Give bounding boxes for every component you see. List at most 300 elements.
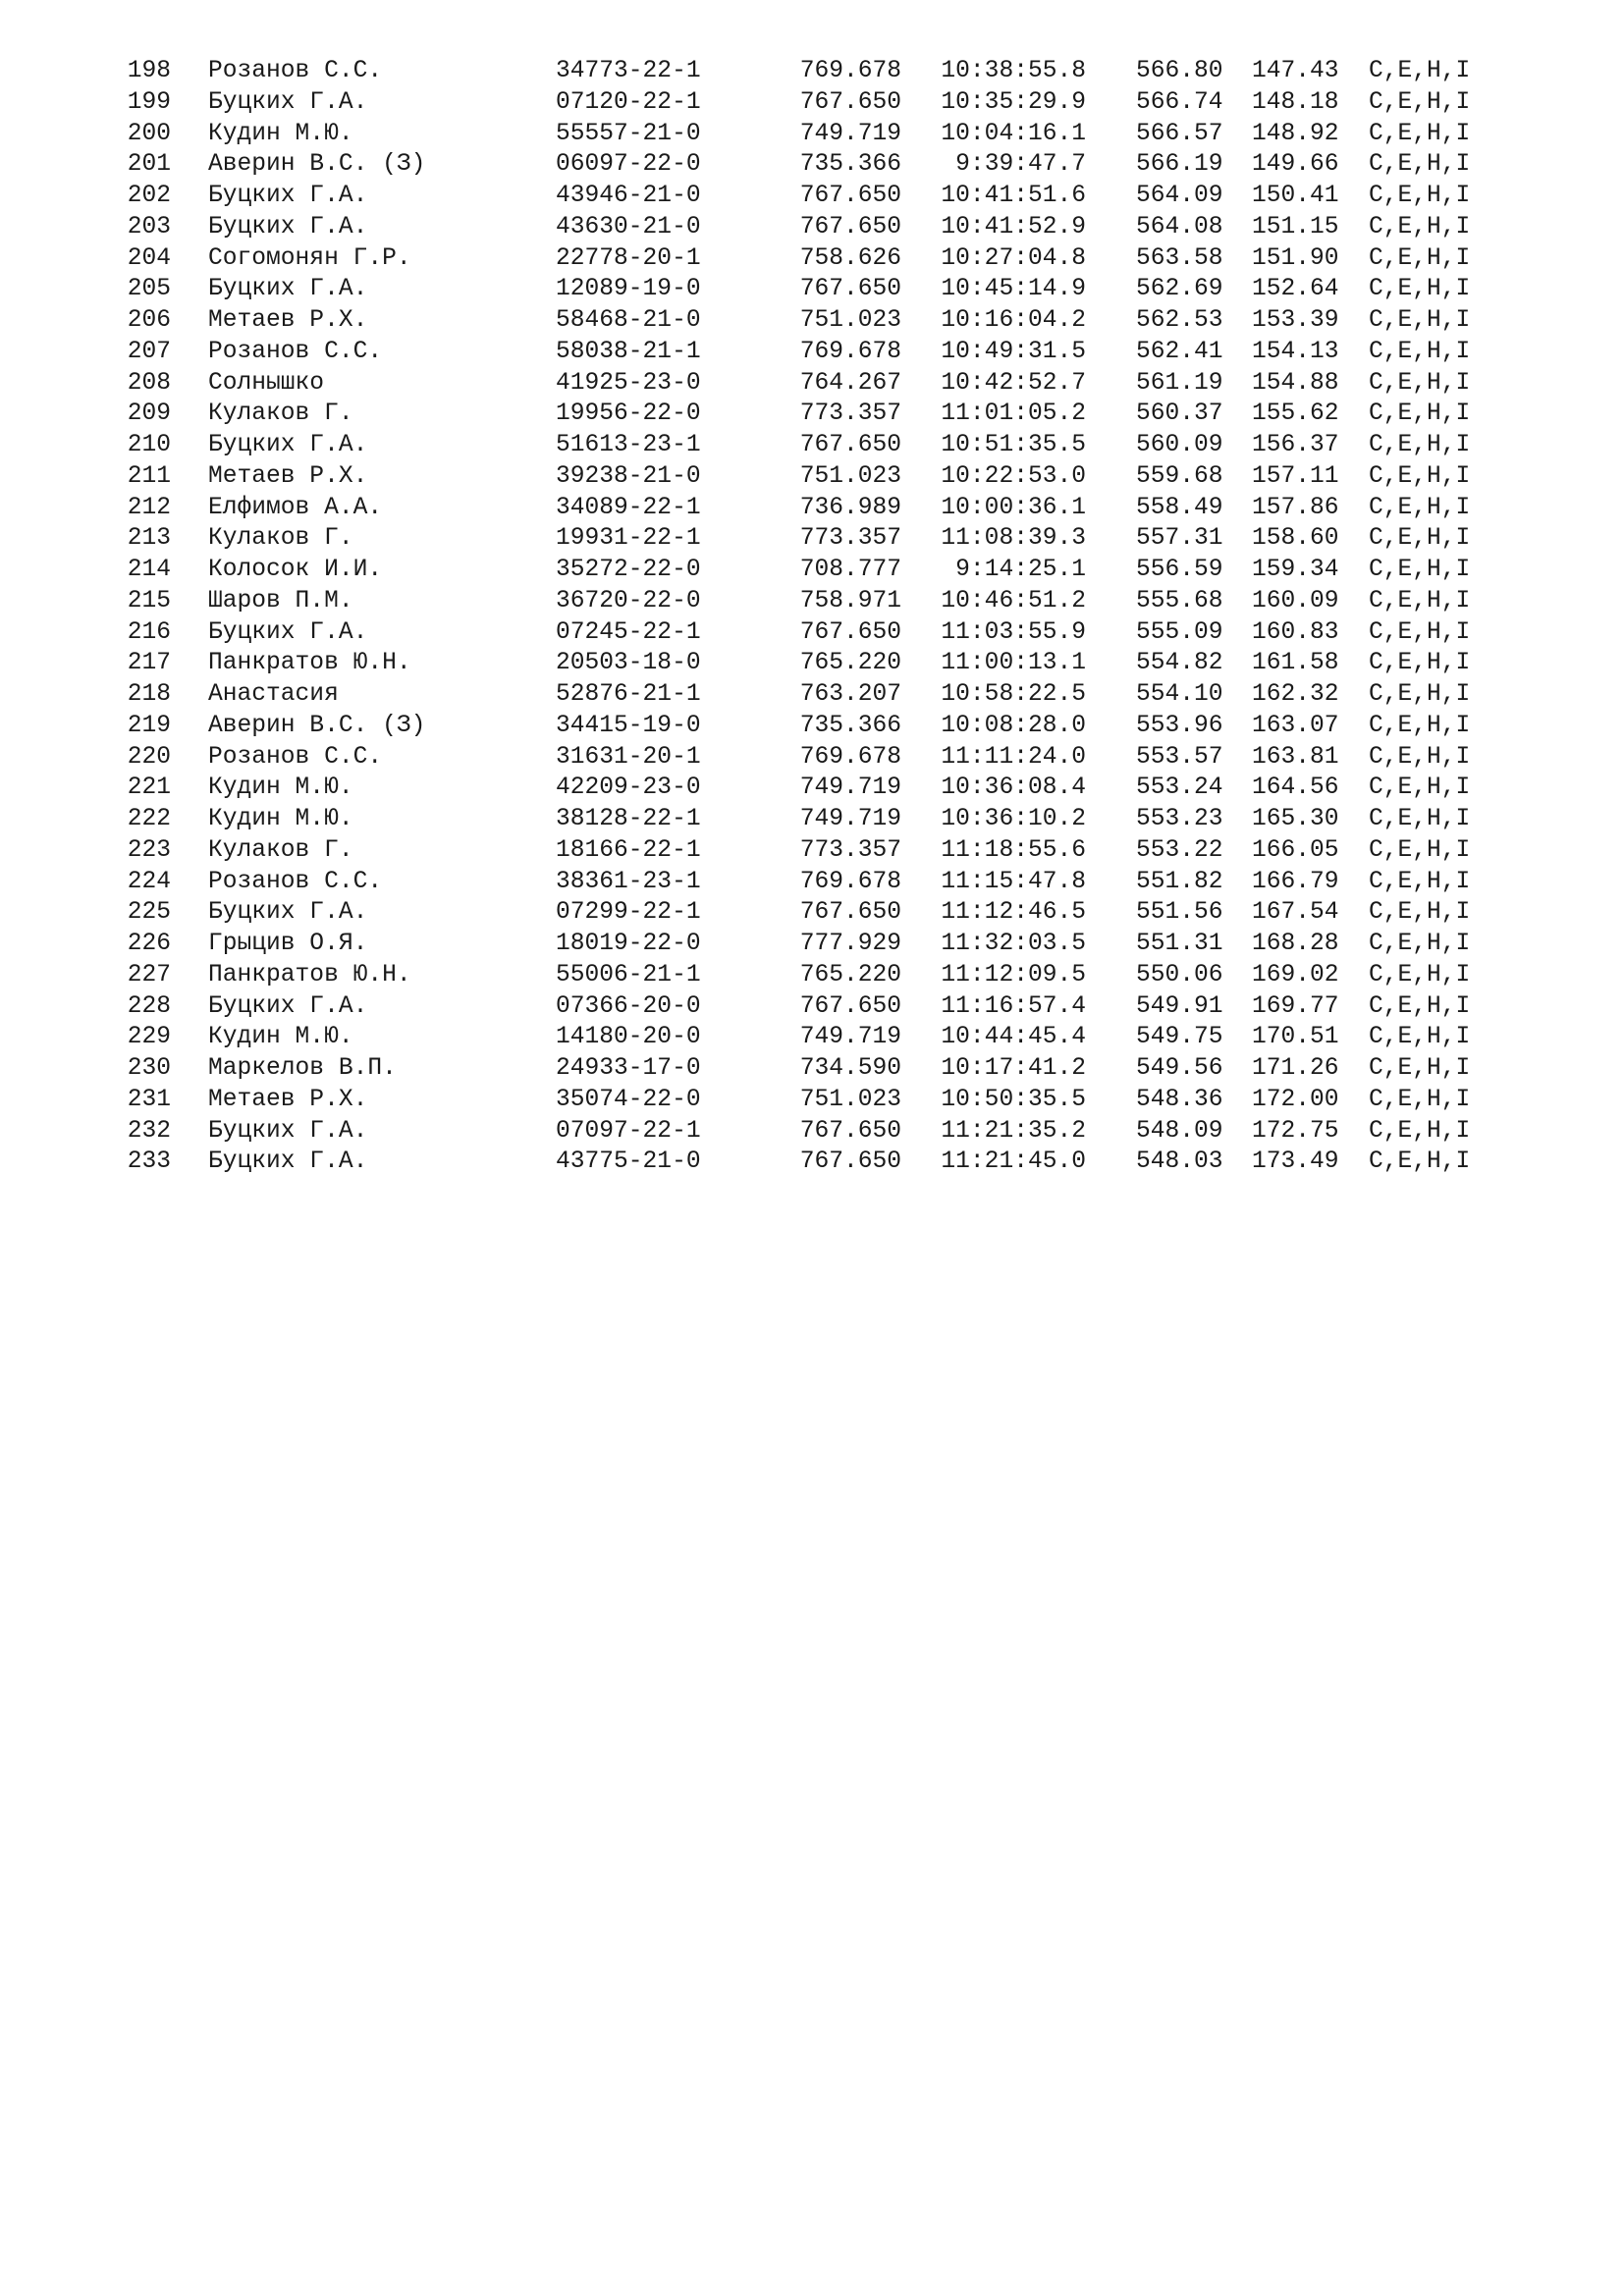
category-flags-cell: C,E,H,I	[1369, 712, 1471, 739]
points-cell: 151.90	[1252, 244, 1339, 272]
speed-cell: 557.31	[1136, 525, 1223, 553]
fancier-name-cell: Грыцив О.Я.	[208, 931, 368, 957]
fancier-name-cell: Кулаков Г.	[208, 525, 353, 553]
table-row	[0, 399, 1624, 430]
fancier-name-cell: Панкратов Ю.Н.	[208, 650, 411, 677]
speed-cell: 560.09	[1136, 432, 1223, 458]
points-cell: 170.51	[1252, 1024, 1339, 1051]
speed-cell: 548.36	[1136, 1086, 1223, 1113]
points-cell: 169.02	[1252, 961, 1339, 988]
fancier-name-cell: Солнышко	[208, 369, 325, 397]
rank-cell: 203	[127, 213, 171, 240]
points-cell: 173.49	[1252, 1148, 1339, 1176]
arrival-time-cell: 10:41:52.9	[941, 213, 1086, 240]
ring-number-cell: 52876-21-1	[556, 681, 701, 708]
ring-number-cell: 43946-21-0	[556, 183, 701, 209]
fancier-name-cell: Буцких Г.А.	[208, 618, 368, 646]
table-row	[0, 1085, 1624, 1116]
distance-cell: 767.650	[799, 276, 901, 303]
distance-cell: 767.650	[799, 1117, 901, 1145]
distance-cell: 767.650	[799, 992, 901, 1020]
ring-number-cell: 14180-20-0	[556, 1024, 701, 1051]
arrival-time-cell: 10:36:10.2	[941, 806, 1086, 832]
points-cell: 171.26	[1252, 1055, 1339, 1082]
arrival-time-cell: 10:45:14.9	[941, 276, 1086, 303]
distance-cell: 749.719	[799, 120, 901, 147]
category-flags-cell: C,E,H,I	[1369, 681, 1471, 708]
distance-cell: 767.650	[799, 213, 901, 240]
speed-cell: 550.06	[1136, 961, 1223, 988]
table-row	[0, 804, 1624, 835]
table-row	[0, 835, 1624, 867]
points-cell: 165.30	[1252, 806, 1339, 832]
arrival-time-cell: 9:39:47.7	[955, 151, 1086, 179]
distance-cell: 769.678	[799, 868, 901, 895]
distance-cell: 765.220	[799, 650, 901, 677]
distance-cell: 749.719	[799, 1024, 901, 1051]
speed-cell: 549.56	[1136, 1055, 1223, 1082]
speed-cell: 553.24	[1136, 774, 1223, 802]
speed-cell: 551.31	[1136, 931, 1223, 957]
category-flags-cell: C,E,H,I	[1369, 1055, 1471, 1082]
fancier-name-cell: Розанов С.С.	[208, 338, 383, 365]
rank-cell: 228	[127, 992, 171, 1020]
arrival-time-cell: 10:17:41.2	[941, 1055, 1086, 1082]
category-flags-cell: C,E,H,I	[1369, 618, 1471, 646]
category-flags-cell: C,E,H,I	[1369, 1024, 1471, 1051]
rank-cell: 217	[127, 650, 171, 677]
table-row	[0, 56, 1624, 87]
speed-cell: 554.82	[1136, 650, 1223, 677]
distance-cell: 773.357	[799, 525, 901, 553]
points-cell: 166.05	[1252, 836, 1339, 864]
rank-cell: 222	[127, 806, 171, 832]
rank-cell: 227	[127, 961, 171, 988]
ring-number-cell: 34415-19-0	[556, 712, 701, 739]
arrival-time-cell: 10:16:04.2	[941, 307, 1086, 334]
speed-cell: 555.09	[1136, 618, 1223, 646]
arrival-time-cell: 10:41:51.6	[941, 183, 1086, 209]
category-flags-cell: C,E,H,I	[1369, 369, 1471, 397]
category-flags-cell: C,E,H,I	[1369, 774, 1471, 802]
table-row	[0, 742, 1624, 774]
category-flags-cell: C,E,H,I	[1369, 992, 1471, 1020]
ring-number-cell: 12089-19-0	[556, 276, 701, 303]
speed-cell: 551.56	[1136, 899, 1223, 927]
points-cell: 167.54	[1252, 899, 1339, 927]
table-row	[0, 960, 1624, 991]
speed-cell: 558.49	[1136, 494, 1223, 521]
points-cell: 157.11	[1252, 462, 1339, 490]
speed-cell: 549.91	[1136, 992, 1223, 1020]
distance-cell: 735.366	[799, 712, 901, 739]
fancier-name-cell: Розанов С.С.	[208, 743, 383, 771]
category-flags-cell: C,E,H,I	[1369, 587, 1471, 614]
rank-cell: 232	[127, 1117, 171, 1145]
fancier-name-cell: Кудин М.Ю.	[208, 120, 353, 147]
table-row	[0, 337, 1624, 368]
category-flags-cell: C,E,H,I	[1369, 244, 1471, 272]
ring-number-cell: 34773-22-1	[556, 58, 701, 84]
fancier-name-cell: Метаев Р.Х.	[208, 307, 368, 334]
ring-number-cell: 38361-23-1	[556, 868, 701, 895]
rank-cell: 211	[127, 462, 171, 490]
arrival-time-cell: 10:50:35.5	[941, 1086, 1086, 1113]
fancier-name-cell: Розанов С.С.	[208, 868, 383, 895]
table-row	[0, 461, 1624, 493]
distance-cell: 749.719	[799, 806, 901, 832]
category-flags-cell: C,E,H,I	[1369, 650, 1471, 677]
speed-cell: 562.53	[1136, 307, 1223, 334]
rank-cell: 224	[127, 868, 171, 895]
table-row	[0, 711, 1624, 742]
fancier-name-cell: Кулаков Г.	[208, 836, 353, 864]
rank-cell: 233	[127, 1148, 171, 1176]
rank-cell: 220	[127, 743, 171, 771]
speed-cell: 553.23	[1136, 806, 1223, 832]
rank-cell: 215	[127, 587, 171, 614]
fancier-name-cell: Буцких Г.А.	[208, 899, 368, 927]
arrival-time-cell: 11:21:35.2	[941, 1117, 1086, 1145]
table-row	[0, 87, 1624, 119]
table-row	[0, 1147, 1624, 1178]
ring-number-cell: 18166-22-1	[556, 836, 701, 864]
arrival-time-cell: 11:18:55.6	[941, 836, 1086, 864]
ring-number-cell: 35272-22-0	[556, 557, 701, 583]
ring-number-cell: 18019-22-0	[556, 931, 701, 957]
distance-cell: 735.366	[799, 151, 901, 179]
fancier-name-cell: Колосок И.И.	[208, 557, 383, 583]
category-flags-cell: C,E,H,I	[1369, 806, 1471, 832]
fancier-name-cell: Буцких Г.А.	[208, 183, 368, 209]
arrival-time-cell: 10:58:22.5	[941, 681, 1086, 708]
arrival-time-cell: 11:08:39.3	[941, 525, 1086, 553]
points-cell: 158.60	[1252, 525, 1339, 553]
rank-cell: 225	[127, 899, 171, 927]
table-row	[0, 305, 1624, 337]
table-row	[0, 867, 1624, 898]
speed-cell: 559.68	[1136, 462, 1223, 490]
fancier-name-cell: Маркелов В.П.	[208, 1055, 397, 1082]
category-flags-cell: C,E,H,I	[1369, 931, 1471, 957]
table-row	[0, 243, 1624, 275]
ring-number-cell: 07097-22-1	[556, 1117, 701, 1145]
distance-cell: 763.207	[799, 681, 901, 708]
rank-cell: 208	[127, 369, 171, 397]
arrival-time-cell: 11:01:05.2	[941, 400, 1086, 428]
fancier-name-cell: Буцких Г.А.	[208, 1117, 368, 1145]
table-row	[0, 617, 1624, 649]
arrival-time-cell: 10:27:04.8	[941, 244, 1086, 272]
distance-cell: 758.971	[799, 587, 901, 614]
category-flags-cell: C,E,H,I	[1369, 1086, 1471, 1113]
fancier-name-cell: Аверин В.С. (З)	[208, 151, 426, 179]
rank-cell: 207	[127, 338, 171, 365]
points-cell: 149.66	[1252, 151, 1339, 179]
speed-cell: 548.03	[1136, 1148, 1223, 1176]
arrival-time-cell: 10:46:51.2	[941, 587, 1086, 614]
ring-number-cell: 07120-22-1	[556, 88, 701, 116]
points-cell: 151.15	[1252, 213, 1339, 240]
points-cell: 163.81	[1252, 743, 1339, 771]
ring-number-cell: 38128-22-1	[556, 806, 701, 832]
points-cell: 169.77	[1252, 992, 1339, 1020]
fancier-name-cell: Кулаков Г.	[208, 400, 353, 428]
ring-number-cell: 43775-21-0	[556, 1148, 701, 1176]
distance-cell: 736.989	[799, 494, 901, 521]
rank-cell: 213	[127, 525, 171, 553]
ring-number-cell: 55006-21-1	[556, 961, 701, 988]
category-flags-cell: C,E,H,I	[1369, 151, 1471, 179]
arrival-time-cell: 11:12:09.5	[941, 961, 1086, 988]
arrival-time-cell: 10:35:29.9	[941, 88, 1086, 116]
rank-cell: 210	[127, 432, 171, 458]
category-flags-cell: C,E,H,I	[1369, 88, 1471, 116]
speed-cell: 549.75	[1136, 1024, 1223, 1051]
distance-cell: 769.678	[799, 743, 901, 771]
speed-cell: 548.09	[1136, 1117, 1223, 1145]
category-flags-cell: C,E,H,I	[1369, 1148, 1471, 1176]
speed-cell: 561.19	[1136, 369, 1223, 397]
distance-cell: 769.678	[799, 338, 901, 365]
distance-cell: 751.023	[799, 462, 901, 490]
distance-cell: 764.267	[799, 369, 901, 397]
fancier-name-cell: Метаев Р.Х.	[208, 462, 368, 490]
fancier-name-cell: Панкратов Ю.Н.	[208, 961, 411, 988]
table-row	[0, 523, 1624, 555]
arrival-time-cell: 11:00:13.1	[941, 650, 1086, 677]
table-row	[0, 555, 1624, 586]
category-flags-cell: C,E,H,I	[1369, 557, 1471, 583]
table-row	[0, 274, 1624, 305]
points-cell: 154.13	[1252, 338, 1339, 365]
points-cell: 163.07	[1252, 712, 1339, 739]
fancier-name-cell: Метаев Р.Х.	[208, 1086, 368, 1113]
category-flags-cell: C,E,H,I	[1369, 868, 1471, 895]
rank-cell: 214	[127, 557, 171, 583]
rank-cell: 223	[127, 836, 171, 864]
speed-cell: 566.80	[1136, 58, 1223, 84]
category-flags-cell: C,E,H,I	[1369, 213, 1471, 240]
category-flags-cell: C,E,H,I	[1369, 400, 1471, 428]
category-flags-cell: C,E,H,I	[1369, 899, 1471, 927]
rank-cell: 202	[127, 183, 171, 209]
rank-cell: 226	[127, 931, 171, 957]
points-cell: 150.41	[1252, 183, 1339, 209]
distance-cell: 773.357	[799, 836, 901, 864]
points-cell: 157.86	[1252, 494, 1339, 521]
rank-cell: 231	[127, 1086, 171, 1113]
arrival-time-cell: 11:32:03.5	[941, 931, 1086, 957]
fancier-name-cell: Буцких Г.А.	[208, 992, 368, 1020]
arrival-time-cell: 11:15:47.8	[941, 868, 1086, 895]
table-row	[0, 149, 1624, 181]
rank-cell: 229	[127, 1024, 171, 1051]
table-row	[0, 648, 1624, 679]
category-flags-cell: C,E,H,I	[1369, 120, 1471, 147]
fancier-name-cell: Буцких Г.А.	[208, 276, 368, 303]
category-flags-cell: C,E,H,I	[1369, 1117, 1471, 1145]
category-flags-cell: C,E,H,I	[1369, 432, 1471, 458]
ring-number-cell: 58468-21-0	[556, 307, 701, 334]
ring-number-cell: 35074-22-0	[556, 1086, 701, 1113]
ring-number-cell: 31631-20-1	[556, 743, 701, 771]
points-cell: 160.83	[1252, 618, 1339, 646]
speed-cell: 555.68	[1136, 587, 1223, 614]
arrival-time-cell: 11:21:45.0	[941, 1148, 1086, 1176]
fancier-name-cell: Анастасия	[208, 681, 339, 708]
category-flags-cell: C,E,H,I	[1369, 276, 1471, 303]
speed-cell: 566.19	[1136, 151, 1223, 179]
points-cell: 148.92	[1252, 120, 1339, 147]
rank-cell: 219	[127, 712, 171, 739]
fancier-name-cell: Буцких Г.А.	[208, 432, 368, 458]
category-flags-cell: C,E,H,I	[1369, 743, 1471, 771]
table-row	[0, 368, 1624, 400]
table-row	[0, 430, 1624, 461]
points-cell: 168.28	[1252, 931, 1339, 957]
arrival-time-cell: 11:16:57.4	[941, 992, 1086, 1020]
ring-number-cell: 55557-21-0	[556, 120, 701, 147]
speed-cell: 553.96	[1136, 712, 1223, 739]
ring-number-cell: 07366-20-0	[556, 992, 701, 1020]
rank-cell: 200	[127, 120, 171, 147]
ring-number-cell: 39238-21-0	[556, 462, 701, 490]
category-flags-cell: C,E,H,I	[1369, 58, 1471, 84]
ring-number-cell: 20503-18-0	[556, 650, 701, 677]
arrival-time-cell: 10:08:28.0	[941, 712, 1086, 739]
distance-cell: 734.590	[799, 1055, 901, 1082]
speed-cell: 560.37	[1136, 400, 1223, 428]
table-row	[0, 1053, 1624, 1085]
rank-cell: 199	[127, 88, 171, 116]
arrival-time-cell: 11:03:55.9	[941, 618, 1086, 646]
speed-cell: 562.69	[1136, 276, 1223, 303]
points-cell: 159.34	[1252, 557, 1339, 583]
table-row	[0, 212, 1624, 243]
speed-cell: 564.08	[1136, 213, 1223, 240]
table-row	[0, 493, 1624, 524]
table-row	[0, 181, 1624, 212]
category-flags-cell: C,E,H,I	[1369, 961, 1471, 988]
distance-cell: 708.777	[799, 557, 901, 583]
table-row	[0, 679, 1624, 711]
fancier-name-cell: Буцких Г.А.	[208, 213, 368, 240]
speed-cell: 564.09	[1136, 183, 1223, 209]
rank-cell: 218	[127, 681, 171, 708]
fancier-name-cell: Буцких Г.А.	[208, 88, 368, 116]
speed-cell: 551.82	[1136, 868, 1223, 895]
distance-cell: 769.678	[799, 58, 901, 84]
table-row	[0, 773, 1624, 804]
fancier-name-cell: Кудин М.Ю.	[208, 774, 353, 802]
speed-cell: 553.22	[1136, 836, 1223, 864]
arrival-time-cell: 10:42:52.7	[941, 369, 1086, 397]
table-row	[0, 1022, 1624, 1053]
rank-cell: 212	[127, 494, 171, 521]
fancier-name-cell: Шаров П.М.	[208, 587, 353, 614]
rank-cell: 198	[127, 58, 171, 84]
category-flags-cell: C,E,H,I	[1369, 494, 1471, 521]
distance-cell: 758.626	[799, 244, 901, 272]
distance-cell: 767.650	[799, 899, 901, 927]
points-cell: 162.32	[1252, 681, 1339, 708]
rank-cell: 230	[127, 1055, 171, 1082]
arrival-time-cell: 11:11:24.0	[941, 743, 1086, 771]
points-cell: 172.75	[1252, 1117, 1339, 1145]
ring-number-cell: 19931-22-1	[556, 525, 701, 553]
points-cell: 172.00	[1252, 1086, 1339, 1113]
rank-cell: 201	[127, 151, 171, 179]
points-cell: 152.64	[1252, 276, 1339, 303]
rank-cell: 221	[127, 774, 171, 802]
table-row	[0, 991, 1624, 1023]
rank-cell: 206	[127, 307, 171, 334]
category-flags-cell: C,E,H,I	[1369, 525, 1471, 553]
distance-cell: 765.220	[799, 961, 901, 988]
category-flags-cell: C,E,H,I	[1369, 836, 1471, 864]
arrival-time-cell: 11:12:46.5	[941, 899, 1086, 927]
points-cell: 148.18	[1252, 88, 1339, 116]
ring-number-cell: 24933-17-0	[556, 1055, 701, 1082]
rank-cell: 205	[127, 276, 171, 303]
rank-cell: 209	[127, 400, 171, 428]
points-cell: 147.43	[1252, 58, 1339, 84]
table-row	[0, 119, 1624, 150]
ring-number-cell: 06097-22-0	[556, 151, 701, 179]
category-flags-cell: C,E,H,I	[1369, 183, 1471, 209]
ring-number-cell: 36720-22-0	[556, 587, 701, 614]
distance-cell: 777.929	[799, 931, 901, 957]
points-cell: 156.37	[1252, 432, 1339, 458]
table-row	[0, 1116, 1624, 1148]
arrival-time-cell: 10:38:55.8	[941, 58, 1086, 84]
points-cell: 166.79	[1252, 868, 1339, 895]
fancier-name-cell: Согомонян Г.Р.	[208, 244, 411, 272]
arrival-time-cell: 10:00:36.1	[941, 494, 1086, 521]
points-cell: 155.62	[1252, 400, 1339, 428]
ring-number-cell: 51613-23-1	[556, 432, 701, 458]
speed-cell: 553.57	[1136, 743, 1223, 771]
ring-number-cell: 58038-21-1	[556, 338, 701, 365]
arrival-time-cell: 10:04:16.1	[941, 120, 1086, 147]
arrival-time-cell: 9:14:25.1	[955, 557, 1086, 583]
fancier-name-cell: Розанов С.С.	[208, 58, 383, 84]
arrival-time-cell: 10:49:31.5	[941, 338, 1086, 365]
points-cell: 164.56	[1252, 774, 1339, 802]
distance-cell: 767.650	[799, 183, 901, 209]
speed-cell: 563.58	[1136, 244, 1223, 272]
points-cell: 153.39	[1252, 307, 1339, 334]
ring-number-cell: 34089-22-1	[556, 494, 701, 521]
arrival-time-cell: 10:22:53.0	[941, 462, 1086, 490]
category-flags-cell: C,E,H,I	[1369, 338, 1471, 365]
distance-cell: 767.650	[799, 432, 901, 458]
ring-number-cell: 22778-20-1	[556, 244, 701, 272]
rank-cell: 216	[127, 618, 171, 646]
distance-cell: 767.650	[799, 1148, 901, 1176]
fancier-name-cell: Аверин В.С. (З)	[208, 712, 426, 739]
table-row	[0, 897, 1624, 929]
category-flags-cell: C,E,H,I	[1369, 307, 1471, 334]
arrival-time-cell: 10:36:08.4	[941, 774, 1086, 802]
ring-number-cell: 19956-22-0	[556, 400, 701, 428]
distance-cell: 749.719	[799, 774, 901, 802]
results-table	[0, 56, 1624, 1178]
speed-cell: 566.74	[1136, 88, 1223, 116]
ring-number-cell: 42209-23-0	[556, 774, 701, 802]
points-cell: 154.88	[1252, 369, 1339, 397]
